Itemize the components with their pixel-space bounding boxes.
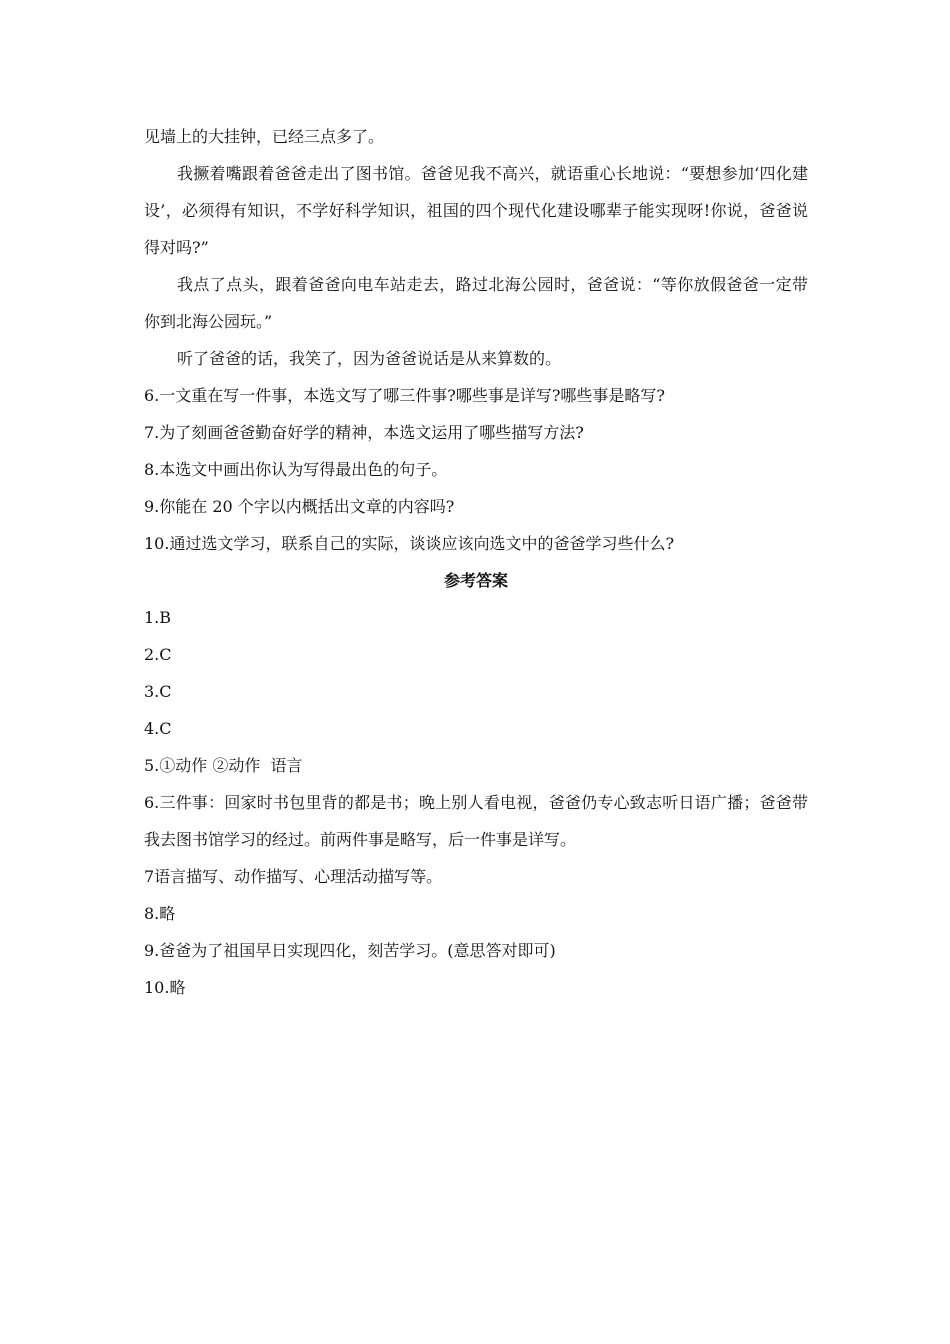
passage-paragraph: 听了爸爸的话，我笑了，因为爸爸说话是从来算数的。 — [177, 349, 562, 368]
answer-1: 1.B — [144, 608, 172, 627]
answer-8: 8.略 — [144, 904, 176, 923]
answer-9: 9.爸爸为了祖国早日实现四化，刻苦学习。(意思答对即可) — [144, 941, 556, 960]
answer-10: 10.略 — [144, 978, 186, 997]
answer-3: 3.C — [144, 682, 172, 701]
passage-paragraph: 见墙上的大挂钟，已经三点多了。 — [144, 127, 385, 146]
question-8: 8.本选文中画出你认为写得最出色的句子。 — [144, 460, 448, 479]
answer-7: 7语言描写、动作描写、心理活动描写等。 — [144, 867, 443, 886]
question-6: 6.一文重在写一件事，本选文写了哪三件事?哪些事是详写?哪些事是略写? — [144, 386, 666, 405]
question-7: 7.为了刻画爸爸勤奋好学的精神，本选文运用了哪些描写方法? — [144, 423, 584, 442]
answer-2: 2.C — [144, 645, 172, 664]
answer-4: 4.C — [144, 719, 172, 738]
answers-heading: 参考答案 — [443, 571, 508, 590]
question-10: 10.通过选文学习，联系自己的实际，谈谈应该向选文中的爸爸学习些什么? — [144, 534, 675, 553]
question-9: 9.你能在 20 个字以内概括出文章的内容吗? — [144, 497, 455, 516]
answer-5: 5.①动作 ②动作 语言 — [144, 756, 303, 775]
answer-6: 6.三件事：回家时书包里背的都是书；晚上别人看电视，爸爸仍专心致志听日语广播；爸爸带我去图书馆学习的经过。前两件事是略写，后一件事是详写。 — [144, 793, 808, 849]
passage-paragraph: 我点了点头，跟着爸爸向电车站走去，路过北海公园时，爸爸说：“等你放假爸爸一定带你到北海公园玩。” — [144, 275, 808, 331]
document-body — [144, 118, 808, 1006]
passage-paragraph: 我撅着嘴跟着爸爸走出了图书馆。爸爸见我不高兴，就语重心长地说：“要想参加‘四化建设’，必须得有知识，不学好科学知识，祖国的四个现代化建设哪辈子能实现呀!你说，爸爸说得对吗?” — [144, 164, 808, 257]
